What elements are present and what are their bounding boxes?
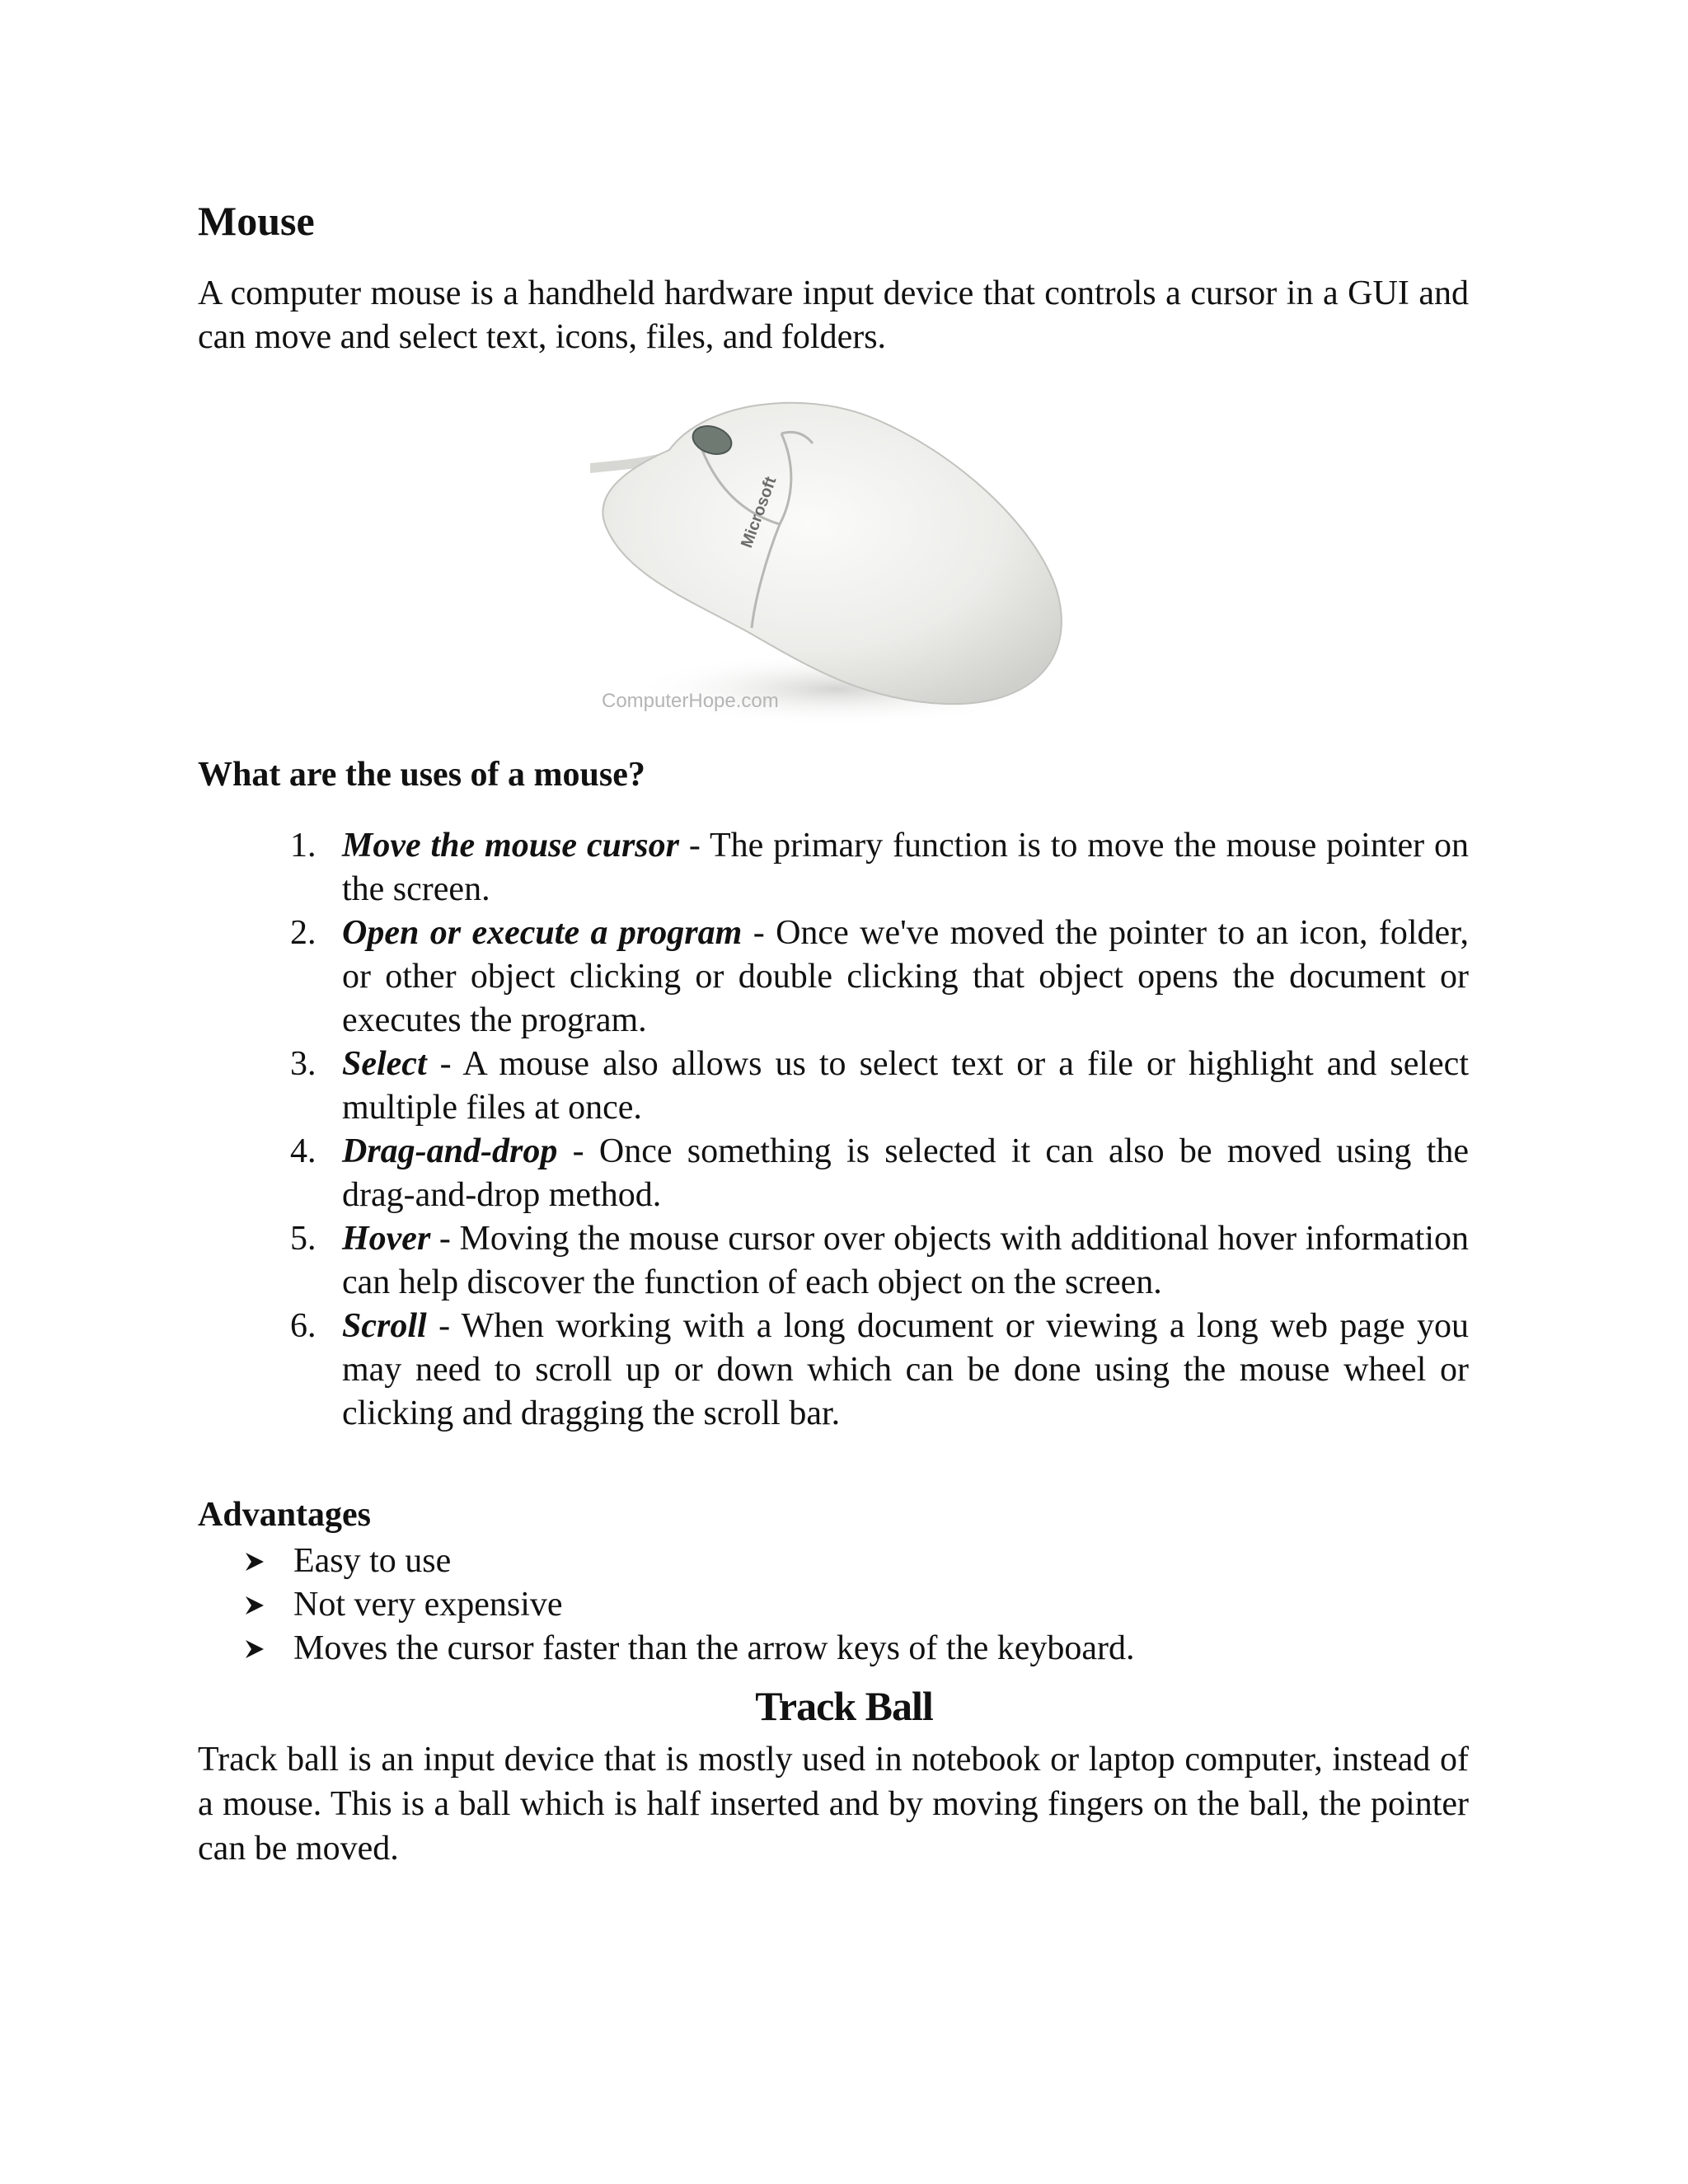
uses-heading: What are the uses of a mouse?: [198, 756, 645, 794]
advantages-list: [244, 1540, 1135, 1671]
list-number: 6.: [290, 1307, 316, 1345]
list-number: 1.: [290, 827, 316, 865]
list-number: 5.: [290, 1220, 316, 1258]
list-text: Easy to use: [293, 1542, 452, 1580]
list-item: [244, 1627, 1135, 1671]
list-number: 4.: [290, 1132, 316, 1170]
list-text: - Moving the mouse cursor over objects with additional hover information can help discover the function of each object on the screen.: [342, 1220, 1469, 1301]
list-number: 2.: [290, 914, 316, 952]
list-text: - Once something is selected it can also be moved using the drag-and-drop method.: [342, 1132, 1469, 1214]
arrow-bullet-icon: [244, 1551, 265, 1572]
mouse-brand-logo: Microsoft: [738, 474, 781, 551]
image-watermark: ComputerHope.com: [602, 690, 779, 712]
list-text: - The primary function is to move the mouse pointer on the screen.: [342, 827, 1469, 908]
mouse-image: [590, 384, 1068, 730]
list-term: Select: [342, 1045, 427, 1083]
list-item: [280, 824, 1469, 912]
mouse-heading: Mouse: [198, 198, 315, 244]
list-term: Drag-and-drop: [342, 1132, 558, 1170]
arrow-bullet-icon: [244, 1638, 265, 1660]
trackball-paragraph: Track ball is an input device that is mostly used in notebook or laptop computer, instead of a mouse. This is a ball which is half inserted and by moving fingers on the ball, the pointer can be moved.: [198, 1741, 1469, 1868]
list-text: Moves the cursor faster than the arrow keys of the keyboard.: [293, 1629, 1135, 1667]
list-item: [280, 912, 1469, 1043]
uses-list: [280, 824, 1469, 1436]
list-item: [244, 1583, 1135, 1627]
list-item: [280, 1217, 1469, 1305]
advantages-heading: Advantages: [198, 1496, 372, 1534]
list-number: 3.: [290, 1045, 316, 1083]
list-item: [280, 1305, 1469, 1436]
list-text: - A mouse also allows us to select text or a file or highlight and select multiple files at once.: [342, 1045, 1469, 1127]
list-text: - When working with a long document or viewing a long web page you may need to scroll up or down which can be done using the mouse wheel or clicking and dragging the scroll bar.: [342, 1307, 1469, 1432]
list-term: Scroll: [342, 1307, 427, 1345]
list-item: [280, 1130, 1469, 1217]
list-term: Hover: [342, 1220, 431, 1258]
trackball-heading: Track Ball: [755, 1683, 933, 1729]
arrow-bullet-icon: [244, 1595, 265, 1616]
list-text: - Once we've moved the pointer to an icon, folder, or other object clicking or double clicking that object opens the document or executes the program.: [342, 914, 1469, 1039]
mouse-intro-paragraph: A computer mouse is a handheld hardware input device that controls a cursor in a GUI and can move and select text, icons, files, and folders.: [198, 274, 1469, 356]
list-item: [244, 1540, 1135, 1583]
list-term: Move the mouse cursor: [342, 827, 679, 865]
list-item: [280, 1043, 1469, 1130]
list-term: Open or execute a program: [342, 914, 743, 952]
list-text: Not very expensive: [293, 1586, 563, 1624]
